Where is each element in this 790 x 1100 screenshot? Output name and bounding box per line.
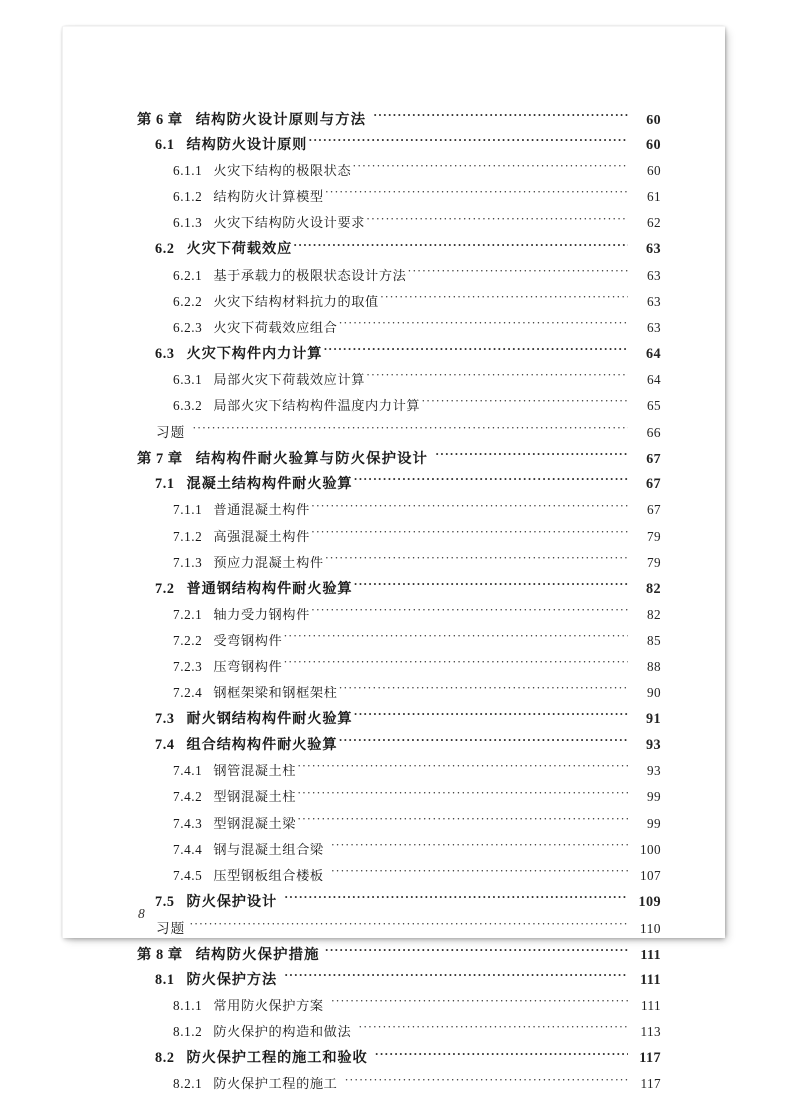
toc-dot-leader [284,892,628,906]
toc-dot-leader [325,188,628,201]
toc-entry-number: 第 6 章 [137,112,183,128]
toc-dot-leader [366,371,628,384]
toc-entry-page-number: 67 [647,502,661,518]
toc-entry-number: 8.1.2 [173,1024,203,1040]
toc-dot-leader [308,135,628,149]
toc-entry-number: 第 8 章 [137,947,183,963]
toc-entry[interactable] [137,212,661,238]
toc-dot-leader [352,162,628,175]
toc-entry-title: 习题 [156,920,186,936]
toc-entry[interactable] [137,760,661,786]
toc-entry-title: 常用防火保护方案 [213,998,324,1014]
toc-entry[interactable] [137,265,661,291]
toc-entry-page-number: 63 [647,319,661,335]
toc-entry-title: 结构防火计算模型 [213,189,324,205]
toc-dot-leader [366,214,628,227]
toc-dot-leader [284,970,628,984]
toc-entry-title: 结构防火保护措施 [195,947,320,963]
toc-entry[interactable] [137,421,661,447]
toc-entry-number: 7.5 [155,893,175,910]
toc-entry-number: 7.4.1 [173,763,203,779]
toc-entry[interactable] [137,995,661,1021]
toc-entry-title: 结构构件耐火验算与防火保护设计 [195,451,429,468]
toc-dot-leader [331,867,628,880]
toc-entry-page-number: 107 [640,867,661,883]
toc-entry-page-number: 91 [646,711,661,728]
toc-entry[interactable] [137,526,661,552]
toc-entry-title: 结构防火设计原则与方法 [195,112,367,128]
toc-entry-number: 7.1.3 [173,554,203,570]
toc-entry-title: 高强混凝土构件 [213,528,310,544]
toc-entry[interactable] [137,499,661,525]
toc-entry-number: 6.3.2 [173,398,203,414]
toc-entry-page-number: 109 [638,893,661,910]
toc-entry-page-number: 64 [646,345,661,362]
toc-entry-page-number: 60 [647,163,661,179]
toc-dot-leader [358,1023,628,1036]
toc-entry-number: 7.2.4 [173,685,203,701]
toc-entry-page-number: 93 [646,737,661,754]
toc-entry-title: 普通钢结构构件耐火验算 [186,580,353,597]
toc-entry-title: 火灾下结构的极限状态 [213,163,352,179]
page-sheet [62,26,725,1092]
toc-entry[interactable] [137,343,661,369]
toc-dot-leader [354,579,628,593]
toc-entry-page-number: 79 [647,528,661,544]
toc-entry-title: 型钢混凝土柱 [213,789,297,805]
toc-entry-page-number: 61 [647,189,661,205]
toc-entry-number: 7.3 [155,711,175,728]
toc-entry[interactable] [137,943,661,969]
toc-entry-title: 钢框架梁和钢框架柱 [213,685,338,701]
toc-entry-page-number: 88 [647,658,661,674]
toc-entry[interactable] [137,108,661,134]
toc-entry[interactable] [137,395,661,421]
toc-entry-page-number: 117 [639,1050,661,1067]
toc-entry-number: 6.2.1 [173,267,203,283]
toc-dot-leader [189,919,628,933]
toc-entry[interactable] [137,708,661,734]
toc-entry-title: 组合结构构件耐火验算 [186,737,338,754]
toc-entry-number: 8.2.1 [173,1076,203,1092]
toc-dot-leader [283,632,628,645]
toc-dot-leader [354,709,628,723]
toc-entry[interactable] [137,134,661,160]
toc-dot-leader [338,319,628,332]
toc-entry-page-number: 62 [647,215,661,231]
toc-dot-leader [297,814,628,827]
toc-entry-number: 7.1 [155,476,175,493]
toc-entry[interactable] [137,604,661,630]
toc-entry-title: 轴力受力钢构件 [213,606,310,622]
toc-entry-page-number: 63 [647,267,661,283]
toc-entry-title: 钢管混凝土柱 [213,763,297,779]
toc-entry[interactable] [137,447,661,473]
toc-dot-leader [338,684,628,697]
toc-entry-number: 7.4.2 [173,789,203,805]
toc-dot-leader [325,553,628,566]
toc-entry-number: 6.3.1 [173,371,203,387]
toc-entry-page-number: 113 [640,1024,661,1040]
toc-entry-number: 6.1.1 [173,163,203,179]
toc-entry[interactable] [137,917,661,943]
toc-entry-number: 7.1.1 [173,502,203,518]
toc-dot-leader [283,658,628,671]
toc-entry-page-number: 79 [647,554,661,570]
toc-entry-page-number: 111 [640,948,661,963]
toc-entry[interactable] [137,734,661,760]
toc-entry-number: 第 7 章 [137,451,183,468]
toc-entry-page-number: 99 [647,815,661,831]
toc-entry-title: 局部火灾下结构构件温度内力计算 [213,398,421,414]
toc-entry-title: 受弯钢构件 [213,632,283,648]
toc-entry-title: 钢与混凝土组合梁 [213,841,324,857]
toc-entry[interactable] [137,552,661,578]
toc-entry-number: 7.4.4 [173,841,203,857]
toc-entry-page-number: 99 [647,789,661,805]
toc-entry-page-number: 100 [640,841,661,857]
toc-dot-leader [407,266,628,279]
toc-entry-title: 局部火灾下荷载效应计算 [213,371,366,387]
toc-entry-page-number: 110 [639,920,661,936]
toc-entry-title: 火灾下结构材料抗力的取值 [213,293,379,309]
toc-dot-leader [354,474,628,488]
toc-entry[interactable] [137,369,661,395]
toc-entry-number: 7.2 [155,580,175,597]
toc-entry-page-number: 63 [647,293,661,309]
toc-dot-leader [297,762,628,775]
toc-dot-leader [311,606,628,619]
toc-dot-leader [435,449,628,463]
toc-entry-number: 7.4.5 [173,867,203,883]
toc-entry-title: 基于承载力的极限状态设计方法 [213,267,407,283]
toc-entry-number: 8.2 [155,1050,175,1067]
toc-entry-title: 火灾下荷载效应 [186,241,293,258]
toc-dot-leader [375,1048,628,1062]
toc-entry-page-number: 117 [640,1076,661,1092]
toc-entry-page-number: 65 [647,398,661,414]
toc-entry[interactable] [137,578,661,604]
toc-entry-title: 火灾下构件内力计算 [186,345,323,362]
toc-entry-title: 结构防火设计原则 [186,137,308,154]
toc-entry-page-number: 85 [647,632,661,648]
toc-entry[interactable] [137,291,661,317]
toc-entry[interactable] [137,630,661,656]
toc-entry-number: 7.2.1 [173,606,203,622]
toc-entry-number: 6.1.2 [173,189,203,205]
toc-dot-leader [380,292,628,305]
toc-entry[interactable] [137,160,661,186]
toc-entry-number: 7.2.2 [173,632,203,648]
toc-dot-leader [297,788,628,801]
toc-entry-title: 习题 [156,425,186,441]
toc-entry-title: 压弯钢构件 [213,658,283,674]
toc-entry-title: 火灾下荷载效应组合 [213,319,338,335]
toc-entry-title: 型钢混凝土梁 [213,815,297,831]
toc-entry-page-number: 66 [646,425,661,441]
toc-entry-page-number: 82 [647,606,661,622]
toc-entry[interactable] [137,682,661,708]
toc-dot-leader [311,501,628,514]
toc-entry[interactable] [137,786,661,812]
toc-entry-page-number: 60 [646,113,661,128]
toc-entry[interactable] [137,473,661,499]
toc-entry-title: 火灾下结构防火设计要求 [213,215,366,231]
toc-dot-leader [192,424,628,438]
toc-entry-page-number: 82 [646,580,661,597]
toc-entry-page-number: 111 [640,998,661,1014]
toc-entry-title: 防火保护方法 [186,972,278,989]
toc-entry-number: 6.2 [155,241,175,258]
toc-dot-leader [344,1075,628,1088]
toc-entry-page-number: 60 [646,137,661,154]
toc-entry-number: 6.1 [155,137,175,154]
toc-entry-number: 6.1.3 [173,215,203,231]
toc-entry-page-number: 67 [646,452,661,468]
toc-entry-page-number: 63 [646,241,661,258]
toc-entry-title: 混凝土结构构件耐火验算 [186,476,353,493]
toc-entry[interactable] [137,1047,661,1073]
toc-entry-page-number: 111 [640,972,661,989]
toc-entry[interactable] [137,813,661,839]
toc-entry-title: 耐火钢结构构件耐火验算 [186,711,353,728]
toc-entry[interactable] [137,186,661,212]
toc-entry-title: 防火保护的构造和做法 [213,1024,352,1040]
toc-entry-page-number: 93 [647,763,661,779]
toc-entry-title: 压型钢板组合楼板 [213,867,324,883]
toc-entry[interactable] [137,891,661,917]
toc-entry[interactable] [137,969,661,995]
toc-entry-title: 预应力混凝土构件 [213,554,324,570]
toc-entry-number: 7.2.3 [173,658,203,674]
toc-dot-leader [325,945,628,959]
toc-entry-number: 7.4.3 [173,815,203,831]
toc-entry[interactable] [137,1073,661,1099]
toc-entry-title: 防火保护工程的施工 [213,1076,338,1092]
toc-entry-number: 6.2.2 [173,293,203,309]
toc-entry-number: 6.2.3 [173,319,203,335]
toc-dot-leader [373,110,628,124]
toc-entry-page-number: 90 [647,685,661,701]
toc-entry[interactable] [137,1021,661,1047]
toc-entry-page-number: 64 [647,371,661,387]
toc-entry-number: 8.1.1 [173,998,203,1014]
toc-dot-leader [323,344,628,358]
toc-dot-leader [331,840,628,853]
toc-dot-leader [293,239,628,253]
toc-entry-number: 7.4 [155,737,175,754]
table-of-contents-list [137,108,661,1100]
toc-entry-number: 7.1.2 [173,528,203,544]
toc-dot-leader [338,735,628,749]
toc-entry-title: 防火保护设计 [186,893,278,910]
toc-entry[interactable] [137,238,661,264]
toc-entry-title: 防火保护工程的施工和验收 [186,1050,368,1067]
toc-entry-number: 6.3 [155,345,175,362]
toc-entry-title: 普通混凝土构件 [213,502,310,518]
toc-entry[interactable] [137,656,661,682]
toc-entry[interactable] [137,865,661,891]
toc-dot-leader [421,397,628,410]
toc-dot-leader [331,997,628,1010]
toc-dot-leader [311,527,628,540]
page-number-folio: 8 [138,906,145,921]
toc-entry[interactable] [137,839,661,865]
toc-entry-number: 8.1 [155,972,175,989]
toc-entry[interactable] [137,317,661,343]
toc-entry-page-number: 67 [646,476,661,493]
